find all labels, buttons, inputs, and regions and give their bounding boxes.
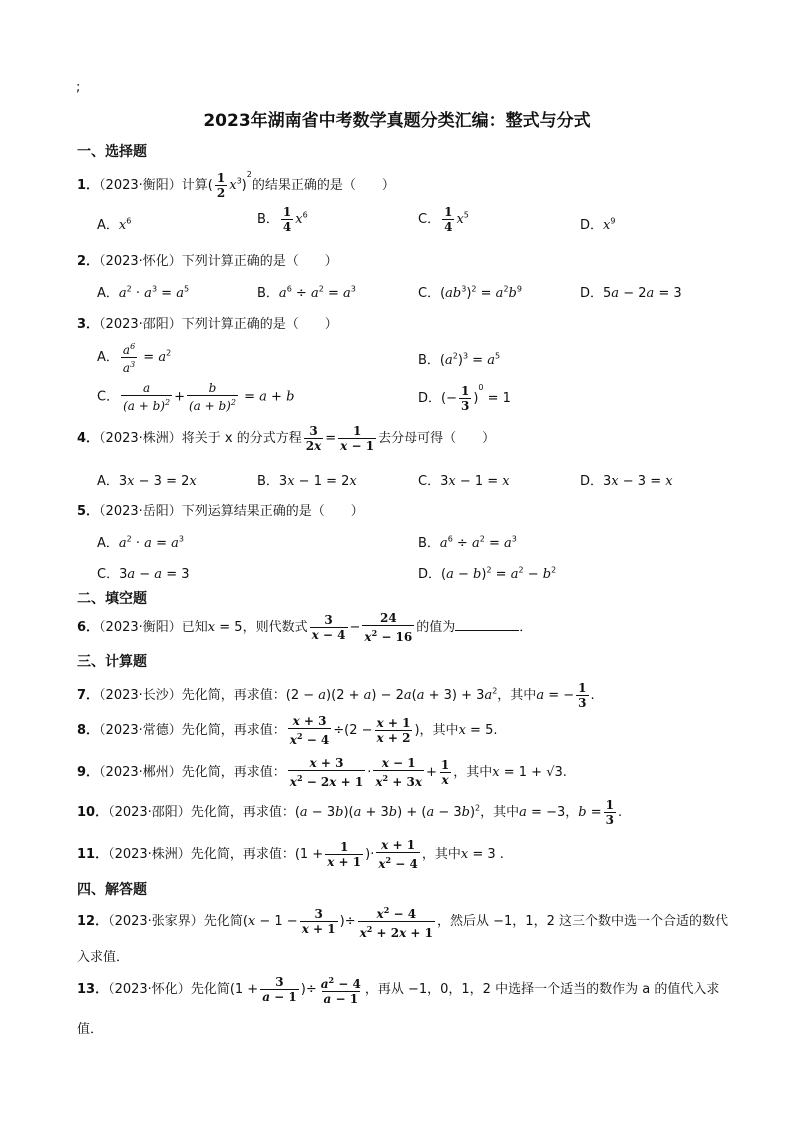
q3-option-a[interactable]: A． $\frac{a^6}{a^3}$ = $a^2$ [97,342,172,375]
q1-option-a[interactable]: A．$x^6$ [97,216,132,233]
question-6: 6．（2023·衡阳）已知x = 5，则代数式 $\frac{3}{x - 4}$ − $\frac{24}{x^2 - 16}$ 的值为 ． [77,611,533,644]
q3-option-d[interactable]: D．(− $\frac{1}{3}$ )$^0$ = 1 [418,383,511,413]
q2-option-c[interactable]: C．$(ab^3)^2 = a^2b^9$ [418,284,522,301]
section-heading-choice: 一、选择题 [77,144,147,160]
q1-option-d[interactable]: D．$x^9$ [580,216,616,233]
q4-option-b[interactable]: B．3x − 1 = 2x [257,474,357,489]
answer-blank[interactable] [455,618,519,631]
question-12: 12．（2023·张家界）先化简(x − 1 − $\frac{3}{x + 1}$ )÷ $\frac{x^2 - 4}{x^2 + 2x + 1}$ ，然后从 −1，1，2 这三个数中选一个合适的数代 [77,905,728,940]
section-heading-fill: 二、填空题 [77,591,147,607]
section-heading-answer: 四、解答题 [77,882,147,898]
section-heading-calc: 三、计算题 [77,654,147,670]
q4-option-d[interactable]: D．3x − 3 = x [580,474,673,489]
page-title: 2023年湖南省中考数学真题分类汇编：整式与分式 [203,111,591,131]
q3-option-c[interactable]: C． $\frac{a}{(a + b)^2}$ + $\frac{b}{(a + b)^2}$ = a + b [97,381,295,413]
question-2: 2．（2023·怀化）下列计算正确的是（ ） [77,254,338,269]
question-10: 10．（2023·邵阳）先化简，再求值：$(a - 3b)(a + 3b) + (a - 3b)^2$，其中a = −3，b = $\frac{1}{3}$ . [77,798,623,827]
question-9: 9．（2023·郴州）先化简，再求值： $\frac{x + 3}{x^2 - 2x + 1}$ · $\frac{x - 1}{x^2 + 3x}$ + $\frac{1}{x}$ ，其中x = 1 + √3. [77,756,567,789]
question-7: 7．（2023·长沙）先化简，再求值：$(2 - a)(2 + a) - 2a(a + 3) + 3a^2$，其中a = − $\frac{1}{3}$ . [77,681,595,710]
question-3: 3．（2023·邵阳）下列计算正确的是（ ） [77,317,338,332]
question-4: 4．（2023·株洲）将关于 x 的分式方程 $\frac{3}{2x}$ = $\frac{1}{x - 1}$ 去分母可得（ ） [77,424,496,453]
q5-option-a[interactable]: A．$a^2 \cdot a = a^3$ [97,534,184,551]
q1-option-b[interactable]: B． $\frac{1}{4}$ $x^6$ [257,205,308,234]
question-12-continued: 入求值． [77,950,130,965]
q4-option-c[interactable]: C．3x − 1 = x [418,474,510,489]
q2-option-a[interactable]: A．$a^2 \cdot a^3 = a^5$ [97,284,190,301]
q1-option-c[interactable]: C． $\frac{1}{4}$ $x^5$ [418,205,469,234]
q2-option-b[interactable]: B．$a^6 \div a^2 = a^3$ [257,284,356,301]
q3-option-b[interactable]: B．$(a^2)^3 = a^5$ [418,351,501,368]
q5-option-d[interactable]: D．$(a - b)^2 = a^2 - b^2$ [418,565,557,582]
q5-option-c[interactable]: C．3a − a = 3 [97,567,190,582]
question-11: 11．（2023·株洲）先化简，再求值：(1 + $\frac{1}{x + 1}$ )· $\frac{x + 1}{x^2 - 4}$ ，其中x = 3 . [77,838,504,871]
question-13-continued: 值． [77,1022,104,1037]
question-5: 5．（2023·岳阳）下列运算结果正确的是（ ） [77,504,364,519]
header-mark: ; [76,80,81,95]
q2-option-d[interactable]: D．5a − 2a = 3 [580,286,682,301]
question-13: 13．（2023·怀化）先化简(1 + $\frac{3}{a - 1}$ )÷ $\frac{a^2 - 4}{a - 1}$ ，再从 −1，0，1，2 中选择一个适当的数作为 a 的值代入求 [77,975,720,1006]
q5-option-b[interactable]: B．$a^6 \div a^2 = a^3$ [418,534,517,551]
question-1: 1．（2023·衡阳）计算( $\frac{1}{2}$ $x^3)^2$的结果正确的是（ ） [77,170,395,200]
question-8: 8．（2023·常德）先化简，再求值： $\frac{x + 3}{x^2 - 4}$ ÷(2 − $\frac{x + 1}{x + 2}$ )，其中x = 5. [77,714,498,747]
q4-option-a[interactable]: A．3x − 3 = 2x [97,474,197,489]
